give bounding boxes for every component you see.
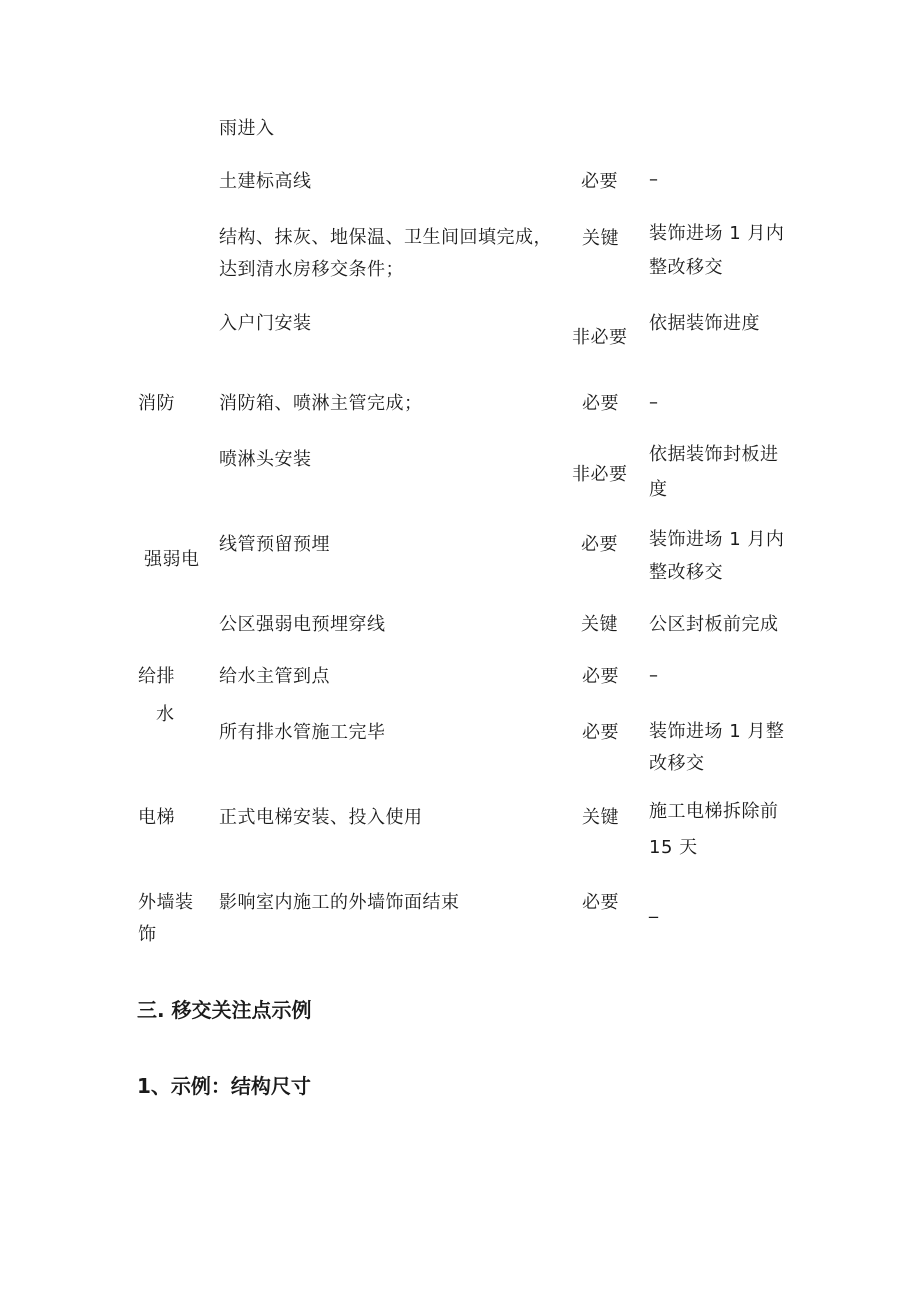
note-text: 度 (649, 479, 668, 500)
note-text: – (649, 169, 659, 190)
note-text: 装饰进场 1 月内 (649, 529, 785, 550)
category-text: 电梯 (138, 807, 175, 828)
section-heading: 三. 移交关注点示例 (137, 998, 312, 1022)
item-text: 达到清水房移交条件； (219, 259, 404, 280)
item-text: 雨进入 (219, 118, 275, 139)
category-text: 外墙装 (138, 892, 194, 913)
item-text: 给水主管到点 (219, 666, 330, 687)
item-text: 土建标高线 (219, 171, 312, 192)
note-text: 装饰进场 1 月整 (649, 721, 785, 742)
note-text: 装饰进场 1 月内 (649, 223, 785, 244)
category-text: 强弱电 (144, 549, 200, 570)
category-text: 水 (156, 704, 175, 725)
category-text: 饰 (138, 924, 157, 945)
level-text: 必要 (582, 722, 619, 743)
note-text: 公区封板前完成 (649, 614, 779, 635)
note-text: 整改移交 (649, 562, 723, 583)
level-text: 必要 (581, 171, 618, 192)
note-text: 15 天 (649, 837, 698, 858)
item-text: 线管预留预埋 (219, 534, 330, 555)
item-text: 消防箱、喷淋主管完成； (219, 393, 423, 414)
item-text: 喷淋头安装 (219, 449, 312, 470)
item-text: 结构、抹灰、地保温、卫生间回填完成， (219, 227, 552, 248)
level-text: 必要 (582, 892, 619, 913)
note-text: – (649, 665, 659, 686)
category-text: 消防 (138, 393, 175, 414)
item-text: 公区强弱电预埋穿线 (219, 614, 386, 635)
level-text: 关键 (582, 228, 619, 249)
level-text: 非必要 (572, 464, 628, 485)
note-text: _ (649, 898, 659, 919)
item-text: 影响室内施工的外墙饰面结束 (219, 892, 460, 913)
item-text: 入户门安装 (219, 313, 312, 334)
note-text: 依据装饰封板进 (649, 444, 779, 465)
note-text: 依据装饰进度 (649, 313, 760, 334)
level-text: 关键 (581, 614, 618, 635)
level-text: 必要 (582, 393, 619, 414)
level-text: 关键 (582, 807, 619, 828)
note-text: 整改移交 (649, 257, 723, 278)
sub-heading: 1、示例：结构尺寸 (137, 1074, 311, 1098)
note-text: 施工电梯拆除前 (649, 801, 779, 822)
item-text: 所有排水管施工完毕 (219, 722, 386, 743)
item-text: 正式电梯安装、投入使用 (219, 807, 423, 828)
level-text: 必要 (581, 534, 618, 555)
category-text: 给排 (138, 666, 175, 687)
level-text: 必要 (582, 666, 619, 687)
note-text: 改移交 (649, 753, 705, 774)
level-text: 非必要 (572, 327, 628, 348)
note-text: – (649, 392, 659, 413)
